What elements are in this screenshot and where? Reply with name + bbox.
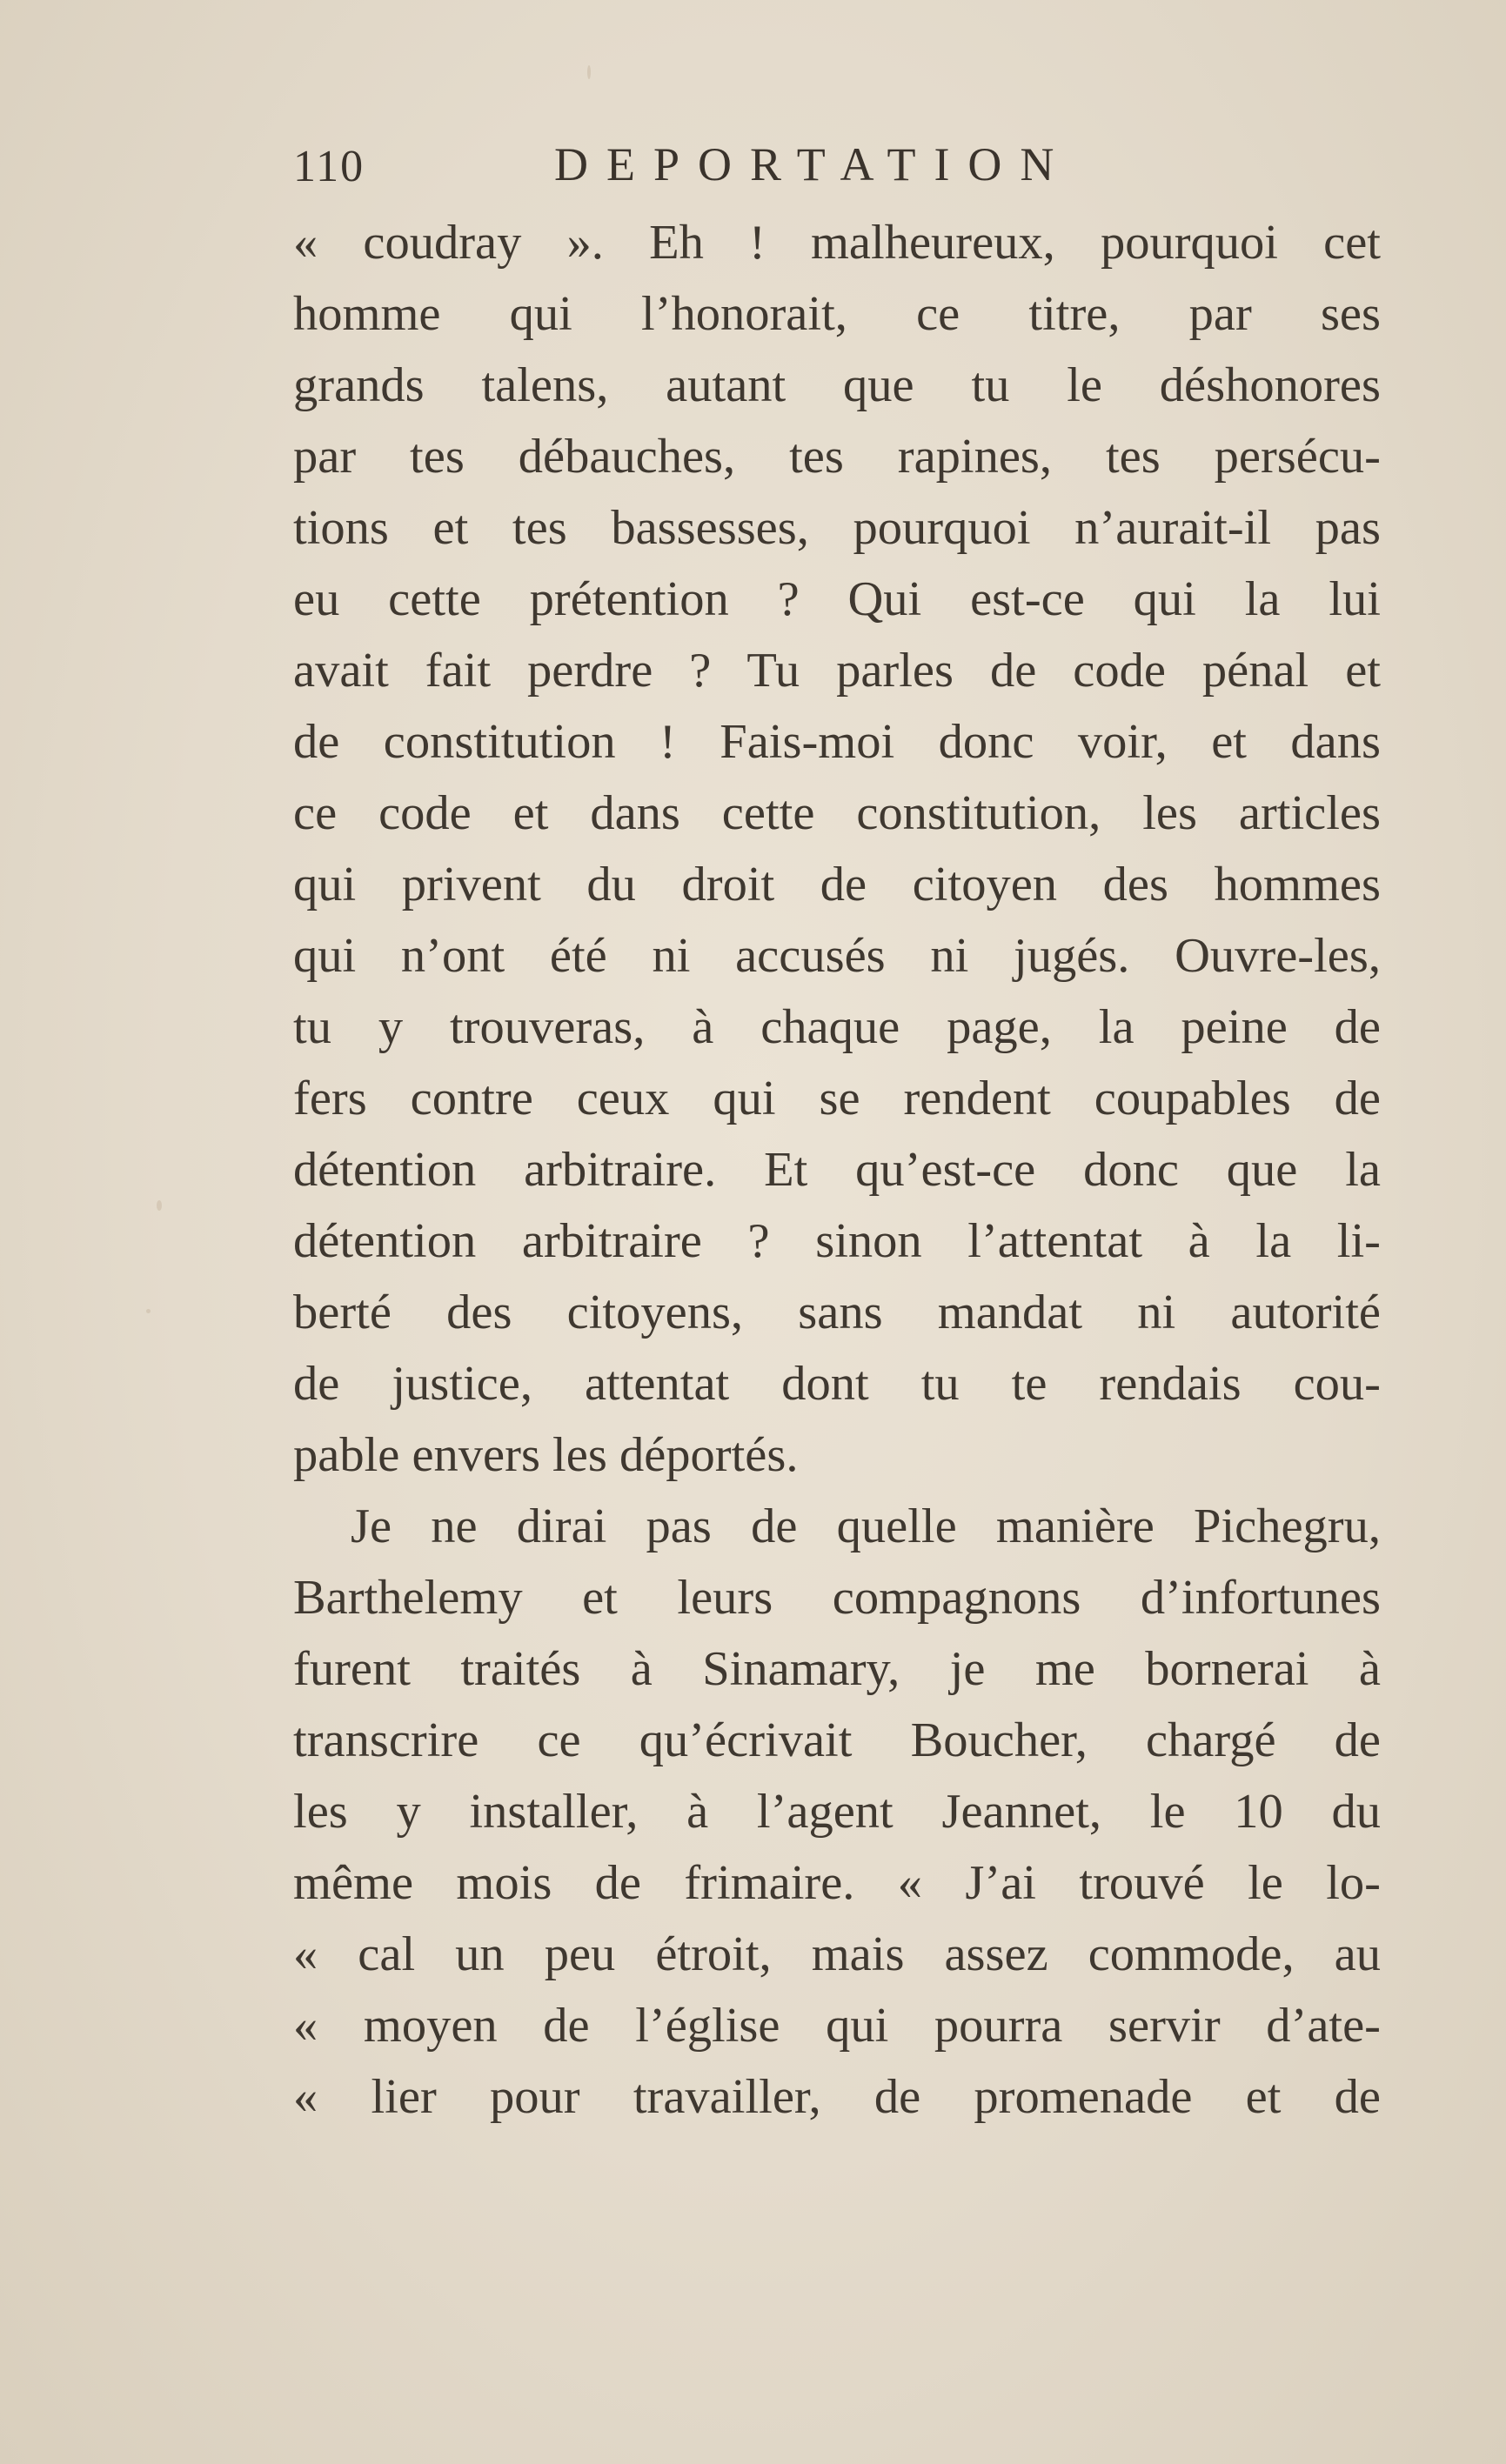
paper-stain	[157, 1200, 162, 1211]
text-line: Barthelemy et leurs compagnons d’infortunes	[293, 1571, 1381, 1625]
text-line: les y installer, à l’agent Jeannet, le 10 du	[293, 1785, 1381, 1839]
text-line: qui privent du droit de citoyen des hommes	[293, 858, 1381, 911]
text-line: transcrire ce qu’écrivait Boucher, chargé de	[293, 1713, 1381, 1767]
body-text	[293, 207, 1381, 2133]
text-line: même mois de frimaire. « J’ai trouvé le lo-	[293, 1856, 1381, 1910]
text-line: « cal un peu étroit, mais assez commode, au	[293, 1927, 1381, 1981]
text-line: « moyen de l’église qui pourra servir d’ate-	[293, 1999, 1381, 2053]
text-line: de constitution ! Fais-moi donc voir, et dans	[293, 715, 1381, 769]
running-head: DEPORTATION	[554, 138, 1073, 190]
text-line: qui n’ont été ni accusés ni jugés. Ouvre-les,	[293, 929, 1381, 983]
text-line: furent traités à Sinamary, je me bornerai à	[293, 1642, 1381, 1696]
text-line: grands talens, autant que tu le déshonores	[293, 358, 1381, 412]
text-line: ce code et dans cette constitution, les articles	[293, 786, 1381, 840]
text-line: berté des citoyens, sans mandat ni autorité	[293, 1285, 1381, 1339]
page-number: 110	[293, 142, 365, 191]
text-line: par tes débauches, tes rapines, tes persécu-	[293, 430, 1381, 484]
text-line: détention arbitraire ? sinon l’attentat à la li-	[293, 1214, 1381, 1268]
text-line: pable envers les déportés.	[293, 1428, 799, 1482]
paper-stain	[146, 1309, 151, 1313]
text-line: fers contre ceux qui se rendent coupables de	[293, 1072, 1381, 1125]
text-line: avait fait perdre ? Tu parles de code pénal et	[293, 644, 1381, 698]
text-line: homme qui l’honorait, ce titre, par ses	[293, 287, 1381, 341]
paper-stain	[587, 65, 591, 79]
text-line: tu y trouveras, à chaque page, la peine de	[293, 1000, 1381, 1054]
page-header	[293, 130, 1424, 200]
text-line: détention arbitraire. Et qu’est-ce donc que la	[293, 1143, 1381, 1197]
text-line: « coudray ». Eh ! malheureux, pourquoi cet	[293, 216, 1381, 270]
text-line: tions et tes bassesses, pourquoi n’aurait-il pas	[293, 501, 1381, 555]
text-line: Je ne dirai pas de quelle manière Pichegru,	[351, 1499, 1381, 1553]
text-line: « lier pour travailler, de promenade et de	[293, 2070, 1381, 2124]
text-line: de justice, attentat dont tu te rendais cou-	[293, 1357, 1381, 1411]
text-line: eu cette prétention ? Qui est-ce qui la lui	[293, 572, 1381, 626]
